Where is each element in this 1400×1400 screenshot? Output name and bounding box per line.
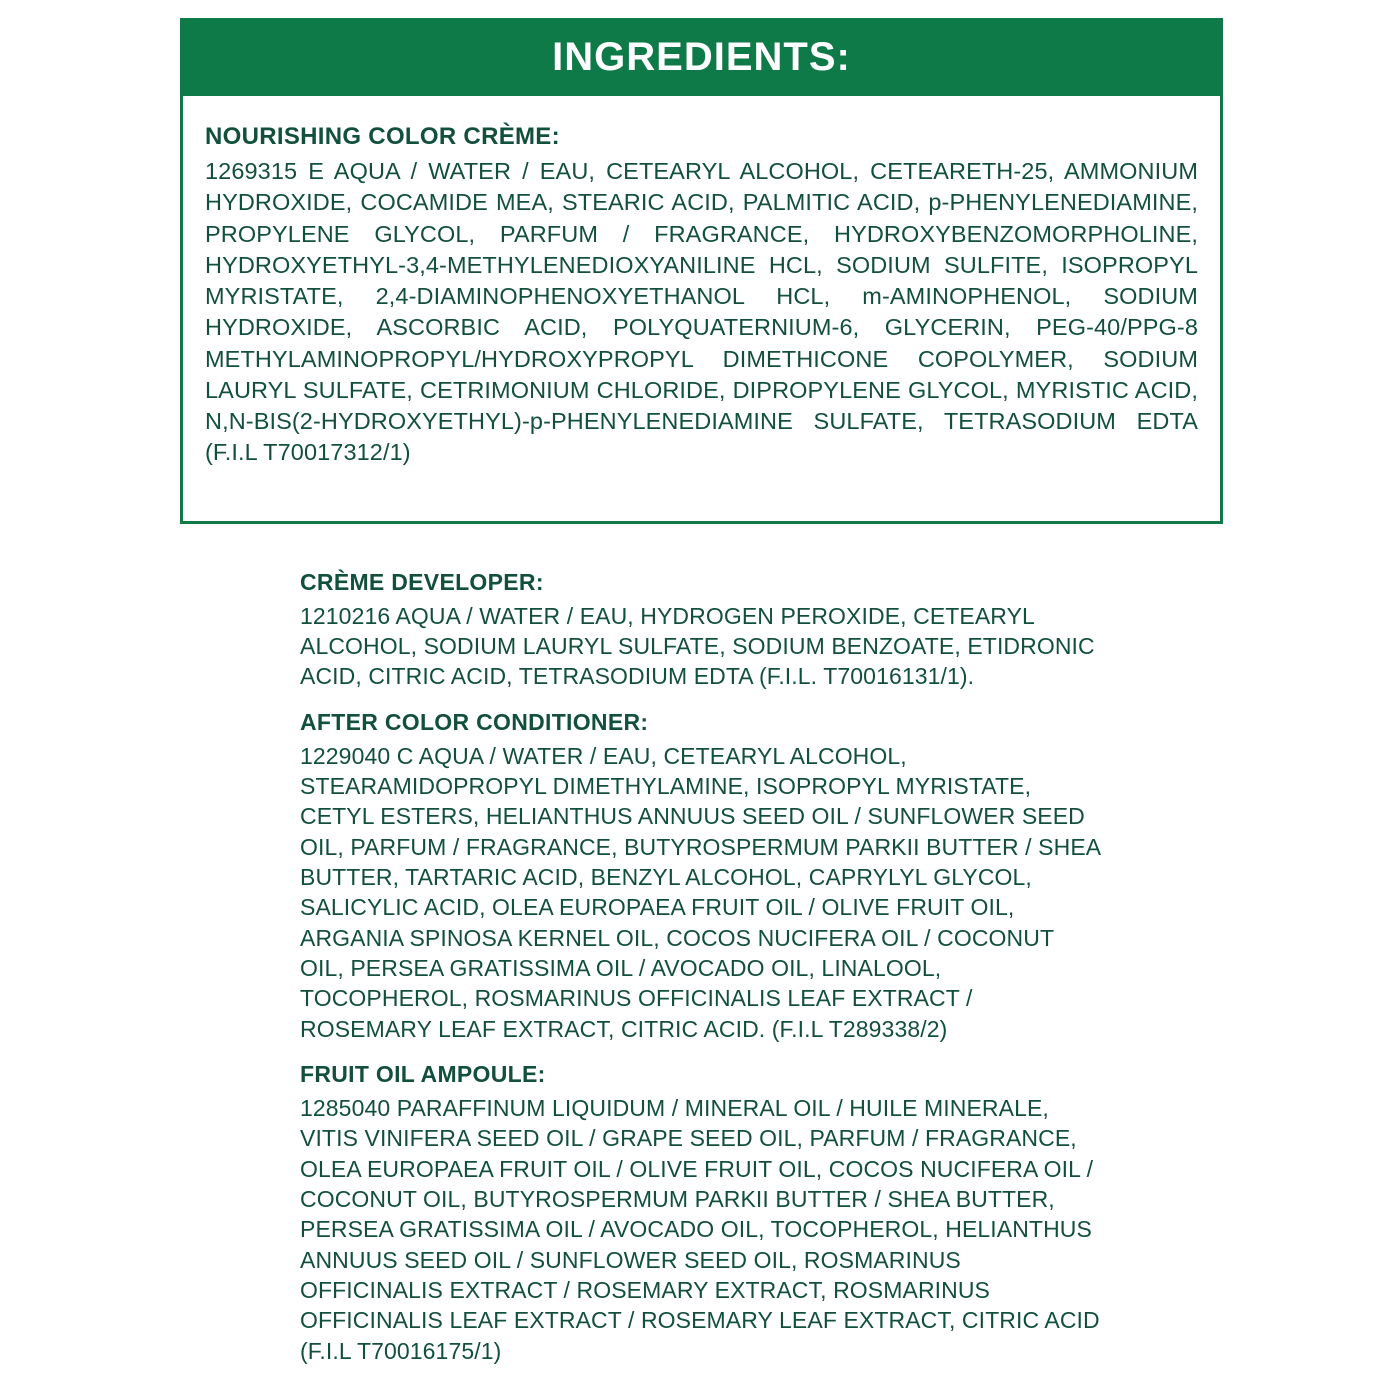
- section-fruit-oil-ampoule: [300, 1060, 1100, 1366]
- ingredients-panel: [180, 18, 1223, 524]
- section-title: CRÈME DEVELOPER:: [300, 569, 544, 595]
- panel-body: [183, 96, 1220, 521]
- section-creme-developer: [300, 568, 1100, 692]
- section-body: 1285040 PARAFFINUM LIQUIDUM / MINERAL OIL / HUILE MINERALE, VITIS VINIFERA SEED OIL / GRAPE SEED OIL, PARFUM / FRAGRANCE, OLEA EUROPAEA FRUIT OIL / OLIVE FRUIT OIL, COCOS NUCIFERA OIL / COCONUT OIL, BUTYROSPERMUM PARKII BUTTER / SHEA BUTTER, PERSEA GRATISSIMA OIL / AVOCADO OIL, TOCOPHEROL, HELIANTHUS ANNUUS SEED OIL / SUNFLOWER SEED OIL, ROSMARINUS OFFICINALIS EXTRACT / ROSEMARY EXTRACT, ROSMARINUS OFFICINALIS LEAF EXTRACT / ROSEMARY LEAF EXTRACT, CITRIC ACID (F.I.L T70016175/1): [300, 1094, 1100, 1364]
- section-body: 1210216 AQUA / WATER / EAU, HYDROGEN PEROXIDE, CETEARYL ALCOHOL, SODIUM LAURYL SULFATE, SODIUM BENZOATE, ETIDRONIC ACID, CITRIC ACID, TETRASODIUM EDTA (F.I.L. T70016131/1).: [300, 602, 1095, 690]
- secondary-ingredients-block: [300, 568, 1100, 1366]
- section-nourishing-color-creme: [205, 122, 1198, 469]
- section-title: FRUIT OIL AMPOULE:: [300, 1061, 546, 1088]
- section-title: NOURISHING COLOR CRÈME:: [205, 123, 560, 150]
- page-title: INGREDIENTS:: [183, 21, 1220, 96]
- section-body: 1269315 E AQUA / WATER / EAU, CETEARYL ALCOHOL, CETEARETH-25, AMMONIUM HYDROXIDE, COCAMIDE MEA, STEARIC ACID, PALMITIC ACID, p-PHENYLENEDIAMINE, PROPYLENE GLYCOL, PARFUM / FRAGRANCE, HYDROXYBENZOMORPHOLINE, HYDROXYETHYL-3,4-METHYLENEDIOXYANILINE HCL, SODIUM SULFITE, ISOPROPYL MYRISTATE, 2,4-DIAMINOPHENOXYETHANOL HCL, m-AMINOPHENOL, SODIUM HYDROXIDE, ASCORBIC ACID, POLYQUATERNIUM-6, GLYCERIN, PEG-40/PPG-8 METHYLAMINOPROPYL/HYDROXYPROPYL DIMETHICONE COPOLYMER, SODIUM LAURYL SULFATE, CETRIMONIUM CHLORIDE, DIPROPYLENE GLYCOL, MYRISTIC ACID, N,N-BIS(2-HYDROXYETHYL)-p-PHENYLENEDIAMINE SULFATE, TETRASODIUM EDTA (F.I.L T70017312/1): [205, 158, 1198, 466]
- section-title: AFTER COLOR CONDITIONER:: [300, 708, 649, 735]
- section-body: 1229040 C AQUA / WATER / EAU, CETEARYL ALCOHOL, STEARAMIDOPROPYL DIMETHYLAMINE, ISOPROPYL MYRISTATE, CETYL ESTERS, HELIANTHUS ANNUUS SEED OIL / SUNFLOWER SEED OIL, PARFUM / FRAGRANCE, BUTYROSPERMUM PARKII BUTTER / SHEA BUTTER, TARTARIC ACID, BENZYL ALCOHOL, CAPRYLYL GLYCOL, SALICYLIC ACID, OLEA EUROPAEA FRUIT OIL / OLIVE FRUIT OIL, ARGANIA SPINOSA KERNEL OIL, COCOS NUCIFERA OIL / COCONUT OIL, PERSEA GRATISSIMA OIL / AVOCADO OIL, LINALOOL, TOCOPHEROL, ROSMARINUS OFFICINALIS LEAF EXTRACT / ROSEMARY LEAF EXTRACT, CITRIC ACID. (F.I.L T289338/2): [300, 742, 1100, 1042]
- section-after-color-conditioner: [300, 708, 1100, 1044]
